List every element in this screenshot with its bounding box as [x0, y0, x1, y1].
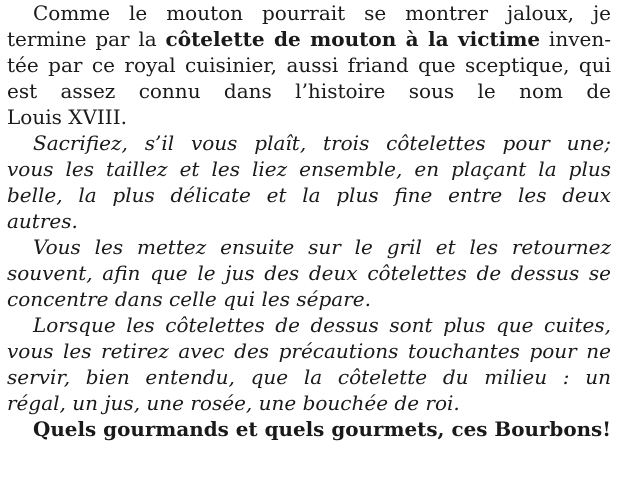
text-line	[7, 130, 611, 156]
text-run: Sacrifiez, s’il vous plaît, trois côtelettes pour une;	[33, 131, 611, 155]
paragraph-cuites	[7, 312, 611, 416]
text-line	[7, 260, 611, 286]
text-run: vous les retirez avec des précautions touchantes pour ne	[7, 339, 611, 363]
text-line	[7, 364, 611, 390]
text-run: Lorsque les côtelettes de dessus sont plus que cuites,	[33, 313, 611, 337]
closing-line: Quels gourmands et quels gourmets, ces Bourbons!	[33, 417, 611, 441]
text-line	[7, 26, 611, 52]
paragraph-sacrifiez	[7, 130, 611, 234]
text-line	[7, 312, 611, 338]
paragraph-gril	[7, 234, 611, 312]
text-line	[7, 0, 611, 26]
text-line	[7, 390, 611, 416]
text-run: régal, un jus, une rosée, une bouchée de roi.	[7, 391, 460, 415]
document-page	[7, 0, 611, 442]
text-line	[7, 286, 611, 312]
text-run: est assez connu dans l’histoire sous le nom de	[7, 79, 611, 103]
text-line	[7, 104, 611, 130]
text-line	[7, 416, 611, 442]
text-line	[7, 208, 611, 234]
text-run: belle, la plus délicate et la plus fine entre les deux	[7, 183, 611, 207]
text-run: concentre dans celle qui les sépare.	[7, 287, 371, 311]
paragraph-bourbons	[7, 416, 611, 442]
text-line	[7, 78, 611, 104]
text-line	[7, 338, 611, 364]
text-run: Comme le mouton pourrait se montrer jaloux, je	[33, 1, 611, 25]
text-run: Vous les mettez ensuite sur le gril et les retournez	[33, 235, 611, 259]
recipe-title: côtelette de mouton à la victime	[165, 27, 541, 51]
text-line	[7, 156, 611, 182]
text-run: servir, bien entendu, que la côtelette du milieu : un	[7, 365, 611, 389]
text-run: termine par la	[7, 27, 166, 51]
text-run: souvent, afin que le jus des deux côtelettes de dessus se	[7, 261, 611, 285]
text-line	[7, 234, 611, 260]
text-line	[7, 182, 611, 208]
text-run: vous les taillez et les liez ensemble, en plaçant la plus	[7, 157, 611, 181]
text-run: Louis XVIII.	[7, 105, 127, 129]
text-run: inven-	[540, 27, 611, 51]
text-run: tée par ce royal cuisinier, aussi friand que sceptique, qui	[7, 53, 611, 77]
text-run: autres.	[7, 209, 78, 233]
text-line	[7, 52, 611, 78]
paragraph-intro	[7, 0, 611, 130]
